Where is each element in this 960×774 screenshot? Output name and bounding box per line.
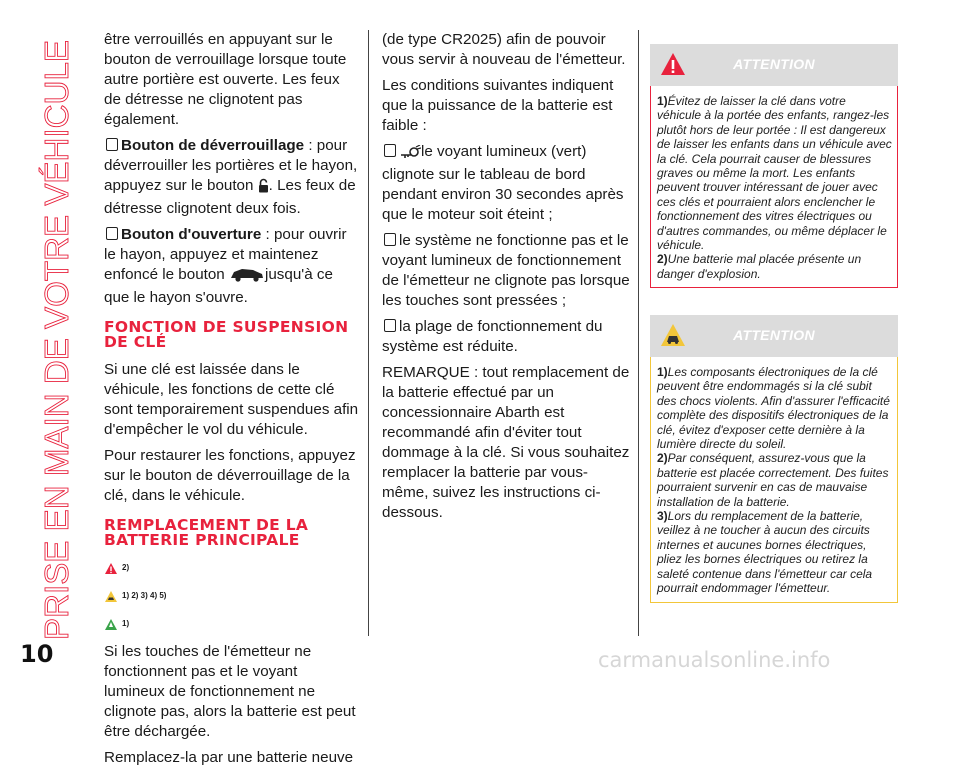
green-light-text: le voyant lumineux (vert) clignote sur le tableau de bord pendant environ 30 secondes après que le moteur soit éteint ; [382, 143, 624, 223]
warning-item-text: Lors du remplacement de la batterie, veillez à ne toucher à aucun des circuits internes et aucunes bornes électriques, pliez les bornes électriques ou retirez la saleté contenue dans l'émetteur car cela pourrait endommager l'émetteur. [657, 509, 873, 596]
range-reduced-text: la plage de fonctionnement du système est réduite. [382, 318, 603, 355]
section-title-text: PRISE EN MAIN DE VOTRE VÉHICULE [38, 42, 75, 640]
column-middle [382, 30, 632, 529]
danger-triangle-icon [104, 562, 118, 575]
page-number: 10 [20, 640, 54, 668]
reference-caution-numbers: 1) 2) 3) 4) 5) [122, 591, 167, 600]
column-left [104, 30, 360, 774]
checkbox-bullet-icon [384, 319, 396, 332]
paragraph-replace-battery: Remplacez-la par une batterie neuve [104, 749, 354, 766]
paragraph-lock-note: être verrouillés en appuyant sur le bouton de verrouillage lorsque toute autre portière est ouverte. Les feux de détresse ne clignotent pas également. [104, 31, 347, 128]
checkbox-bullet-icon [384, 144, 396, 157]
watermark: carmanualsonline.info [598, 648, 831, 672]
paragraph-remark: REMARQUE : tout remplacement de la batterie effectué par un concessionnaire Abarth est recommandé afin d'éviter tout dommage à la clé. Si vous souhaitez remplacer la batterie par vous-même, suivez les instructions ci-dessous. [382, 364, 630, 521]
column-divider-2 [638, 30, 639, 636]
caution-car-triangle-icon [104, 590, 118, 603]
warning-item-number: 1) [657, 365, 668, 379]
open-button-label: Bouton d'ouverture [121, 226, 262, 243]
open-text-b: jusqu'à ce que le hayon s'ouvre. [104, 266, 333, 306]
warning-item [657, 94, 893, 252]
heading-key-suspension: FONCTION DE SUSPENSION DE CLÉ [104, 318, 349, 351]
paragraph-restore: Pour restaurer les fonctions, appuyez sur le bouton de déverrouillage de la clé, dans le véhicule. [104, 447, 356, 504]
paragraph-low-battery-conditions: Les conditions suivantes indiquent que la puissance de la batterie est faible : [382, 77, 614, 134]
reference-danger [104, 558, 360, 578]
warning-item-number: 1) [657, 94, 668, 108]
reference-environment-numbers: 1) [122, 619, 130, 628]
warning-item-text: Les composants électroniques de la clé peuvent être endommagés si la clé subit des chocs violents. Afin d'assurer l'efficacité complète des dispositifs électroniques de la clé, évitez d'exposer cette dernière à la lumière directe du soleil. [657, 365, 890, 452]
unlock-padlock-icon [258, 178, 269, 199]
environment-triangle-icon [104, 618, 118, 631]
warning-item [657, 252, 893, 281]
section-title-vertical [6, 28, 78, 640]
reference-caution [104, 586, 360, 606]
unlock-button-label: Bouton de déverrouillage [121, 137, 305, 154]
paragraph-battery-type: (de type CR2025) afin de pouvoir vous servir à nouveau de l'émetteur. [382, 31, 626, 68]
warning-item-text: Par conséquent, assurez-vous que la batterie est placée correctement. Des fuites pourraient survenir en cas de mauvaise installation de la batterie. [657, 451, 889, 509]
system-not-working-text: le système ne fonctionne pas et le voyant lumineux de fonctionnement de l'émetteur ne clignote pas lorsque les touches sont pressées ; [382, 232, 630, 309]
paragraph-key-suspension: Si une clé est laissée dans le véhicule, les fonctions de cette clé sont temporairement suspendues afin d'empêcher le vol du véhicule. [104, 361, 359, 438]
heading-battery-replacement: REMPLACEMENT DE LA BATTERIE PRINCIPALE [104, 516, 309, 549]
checkbox-bullet-icon [384, 233, 396, 246]
warning-item [657, 509, 893, 595]
warning-header [650, 315, 898, 357]
section-title-svg [6, 28, 78, 640]
warning-box-caution [650, 315, 898, 603]
checkbox-bullet-icon [106, 138, 118, 151]
warning-body [650, 357, 898, 603]
warning-title: ATTENTION [733, 327, 815, 343]
warning-item-number: 2) [657, 451, 668, 466]
column-divider-1 [368, 30, 369, 636]
list-item-range-reduced [382, 317, 632, 357]
key-warning-light-icon [399, 145, 421, 165]
paragraph-battery-dead: Si les touches de l'émetteur ne fonctionnent pas et le voyant lumineux de fonctionnement ne clignote pas, alors la batterie est peut être déchargée. [104, 643, 356, 740]
warning-title: ATTENTION [733, 56, 815, 72]
list-item-open-button [104, 225, 360, 308]
warning-item [657, 365, 893, 451]
warning-item-number: 3) [657, 509, 668, 524]
unlock-text-a: : pour déverrouiller les portières et le hayon, appuyez sur le bouton [104, 137, 358, 194]
warning-item-text: Évitez de laisser la clé dans votre véhicule à la portée des enfants, rangez-les plutôt hors de leur portée : Il est dangereux de laisser les enfants dans un véhicule avec la clé. Cela pourrait causer de blessures graves ou même la mort. Les enfants peuvent trouver intéressant de jouer avec ces clés et pourraient alors enclencher le fonctionnement des vitres électriques ou d'autres commandes, ou même déplacer le véhicule. [657, 94, 892, 253]
open-text-a: : pour ouvrir le hayon, appuyez et maintenez enfoncé le bouton [104, 226, 347, 283]
warning-body [650, 86, 898, 288]
car-hatch-icon [229, 267, 265, 288]
reference-danger-numbers: 2) [122, 563, 130, 572]
warning-box-danger [650, 44, 898, 288]
list-item-system-not-working [382, 231, 632, 311]
checkbox-bullet-icon [106, 227, 118, 240]
unlock-text-b: . Les feux de détresse clignotent deux fois. [104, 177, 356, 217]
reference-environment [104, 614, 360, 634]
warning-item-number: 2) [657, 252, 668, 267]
list-item-unlock-button [104, 136, 360, 219]
warning-item [657, 451, 893, 509]
warning-item-text: Une batterie mal placée présente un danger d'explosion. [657, 252, 862, 281]
list-item-green-light [382, 142, 632, 225]
warning-header [650, 44, 898, 86]
